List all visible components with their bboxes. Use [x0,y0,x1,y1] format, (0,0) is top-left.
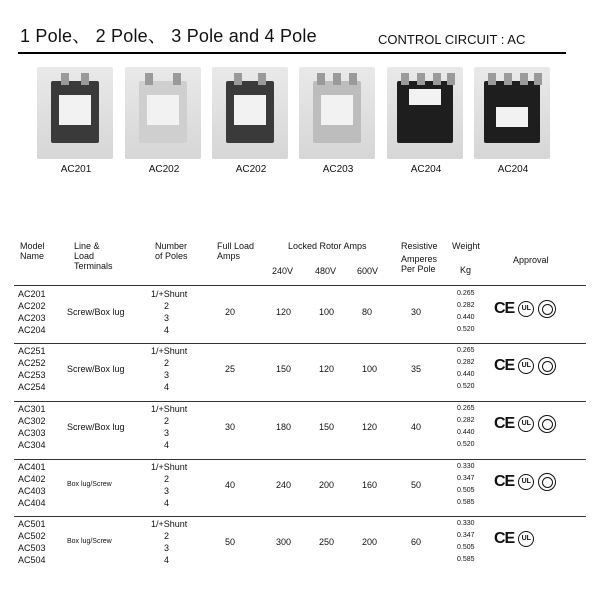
weight-cell: 0.440 [457,314,475,321]
ccc-mark-icon [538,415,556,433]
terminals-cell: Box lug/Screw [67,538,112,545]
product-caption: AC204 [410,164,442,175]
product-caption: AC202 [148,164,180,175]
weight-cell: 0.505 [457,487,475,494]
control-circuit-label: CONTROL CIRCUIT : AC [378,32,526,47]
lra-480v-cell: 100 [319,307,335,317]
ul-listed-icon: UL [518,474,534,490]
contactor-photo [474,67,550,159]
weight-cell: 0.347 [457,532,475,539]
approval-marks [494,357,556,375]
weight-cell: 0.520 [457,326,475,333]
poles-cell: 3 [164,486,170,496]
product-card [299,67,377,175]
model-name: AC252 [18,358,46,368]
ce-mark-icon: CE [494,415,515,432]
resistive-amps-cell: 50 [411,480,422,490]
ce-mark-icon: CE [494,473,515,490]
full-load-amps-cell: 50 [225,537,236,547]
weight-cell: 0.505 [457,544,475,551]
poles-cell: 4 [164,555,170,565]
poles-cell: 1/+Shunt [151,404,188,414]
product-caption: AC204 [497,164,529,175]
ce-mark-icon: CE [494,530,515,547]
contactor-photo [299,67,375,159]
terminals-cell: Screw/Box lug [67,422,125,432]
poles-cell: 2 [164,531,170,541]
approval-marks [494,530,534,548]
header-model: Model Name [20,241,45,261]
weight-cell: 0.347 [457,475,475,482]
model-name: AC403 [18,486,46,496]
poles-cell: 3 [164,428,170,438]
header-poles: Number of Poles [155,241,188,261]
weight-cell: 0.330 [457,520,475,527]
ccc-mark-icon [538,357,556,375]
lra-480v-cell: 250 [319,537,335,547]
poles-cell: 4 [164,382,170,392]
weight-cell: 0.440 [457,371,475,378]
header-terminals: Line & Load Terminals [74,241,113,271]
product-card [212,67,290,175]
model-name: AC302 [18,416,46,426]
product-card [474,67,552,175]
approval-marks [494,415,556,433]
poles-cell: 3 [164,543,170,553]
poles-cell: 3 [164,370,170,380]
model-name: AC502 [18,531,46,541]
header-resistive: Resistive Amperes Per Pole [401,241,438,274]
group-divider [14,343,586,344]
ccc-mark-icon [538,473,556,491]
model-name: AC503 [18,543,46,553]
terminals-cell: Box lug/Screw [67,481,112,488]
lra-480v-cell: 120 [319,364,335,374]
header-full-load-amps: Full Load Amps [217,241,255,261]
lra-600v-cell: 100 [362,364,378,374]
model-name: AC251 [18,346,46,356]
poles-cell: 2 [164,416,170,426]
group-divider [14,516,586,517]
contactor-photo [125,67,201,159]
model-name: AC404 [18,498,46,508]
lra-240v-cell: 300 [276,537,292,547]
lra-480v-cell: 200 [319,480,335,490]
lra-600v-cell: 120 [362,422,378,432]
lra-600v-cell: 200 [362,537,378,547]
ul-listed-icon: UL [518,416,534,432]
contactor-photo [37,67,113,159]
group-divider [14,459,586,460]
full-load-amps-cell: 25 [225,364,236,374]
lra-600v-cell: 80 [362,307,373,317]
model-name: AC204 [18,325,46,335]
poles-cell: 1/+Shunt [151,289,188,299]
poles-cell: 2 [164,474,170,484]
poles-cell: 4 [164,325,170,335]
model-name: AC501 [18,519,46,529]
product-caption: AC202 [235,164,267,175]
full-load-amps-cell: 40 [225,480,236,490]
weight-cell: 0.520 [457,441,475,448]
header-240v: 240V [272,266,294,276]
lra-480v-cell: 150 [319,422,335,432]
full-load-amps-cell: 20 [225,307,236,317]
weight-cell: 0.282 [457,417,475,424]
resistive-amps-cell: 40 [411,422,422,432]
weight-cell: 0.265 [457,405,475,412]
header-weight: Weight Kg [452,241,480,275]
title-divider [18,52,566,54]
weight-cell: 0.265 [457,347,475,354]
lra-240v-cell: 240 [276,480,292,490]
header-approval: Approval [513,255,549,265]
model-name: AC253 [18,370,46,380]
model-name: AC301 [18,404,46,414]
poles-cell: 2 [164,301,170,311]
weight-cell: 0.282 [457,302,475,309]
product-card [37,67,115,175]
poles-cell: 1/+Shunt [151,346,188,356]
model-name: AC203 [18,313,46,323]
model-name: AC402 [18,474,46,484]
weight-cell: 0.265 [457,290,475,297]
resistive-amps-cell: 35 [411,364,422,374]
poles-cell: 4 [164,440,170,450]
header-600v: 600V [357,266,379,276]
weight-cell: 0.282 [457,359,475,366]
approval-marks [494,300,556,318]
approval-marks [494,473,556,491]
model-name: AC504 [18,555,46,565]
ul-listed-icon: UL [518,531,534,547]
terminals-cell: Screw/Box lug [67,307,125,317]
model-name: AC254 [18,382,46,392]
ul-listed-icon: UL [518,358,534,374]
product-caption: AC203 [322,164,354,175]
resistive-amps-cell: 30 [411,307,422,317]
model-name: AC201 [18,289,46,299]
weight-cell: 0.585 [457,556,475,563]
group-divider [14,285,586,286]
lra-240v-cell: 150 [276,364,292,374]
group-divider [14,401,586,402]
lra-240v-cell: 180 [276,422,292,432]
ce-mark-icon: CE [494,357,515,374]
ccc-mark-icon [538,300,556,318]
poles-cell: 4 [164,498,170,508]
weight-cell: 0.520 [457,383,475,390]
header-480v: 480V [315,266,337,276]
poles-cell: 1/+Shunt [151,462,188,472]
model-name: AC303 [18,428,46,438]
product-card [387,67,465,175]
lra-600v-cell: 160 [362,480,378,490]
ce-mark-icon: CE [494,300,515,317]
weight-cell: 0.330 [457,463,475,470]
contactor-photo [387,67,463,159]
page-title: 1 Pole、 2 Pole、 3 Pole and 4 Pole [20,26,317,46]
product-caption: AC201 [60,164,92,175]
product-card [125,67,203,175]
full-load-amps-cell: 30 [225,422,236,432]
model-name: AC401 [18,462,46,472]
model-name: AC202 [18,301,46,311]
poles-cell: 1/+Shunt [151,519,188,529]
lra-240v-cell: 120 [276,307,292,317]
terminals-cell: Screw/Box lug [67,364,125,374]
contactor-photo [212,67,288,159]
resistive-amps-cell: 60 [411,537,422,547]
weight-cell: 0.440 [457,429,475,436]
header-locked-rotor-amps: Locked Rotor Amps [288,241,367,251]
model-name: AC304 [18,440,46,450]
poles-cell: 3 [164,313,170,323]
poles-cell: 2 [164,358,170,368]
weight-cell: 0.585 [457,499,475,506]
ul-listed-icon: UL [518,301,534,317]
